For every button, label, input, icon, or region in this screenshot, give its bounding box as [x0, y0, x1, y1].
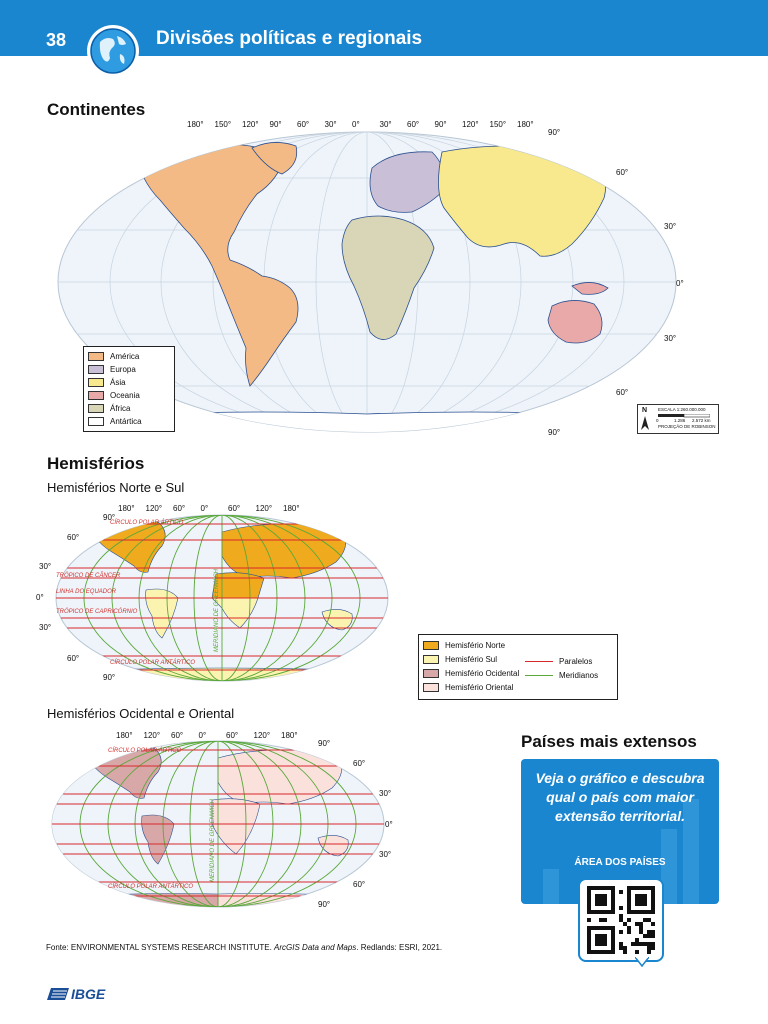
legend-label: África — [110, 404, 131, 413]
scale-text: ESCALA 1:260.000.000 — [658, 407, 706, 412]
ow-subtitle: Hemisférios Ocidental e Oriental — [47, 706, 235, 721]
lon-tick: 90° — [434, 120, 447, 129]
lon-tick: 60° — [297, 120, 310, 129]
legend-swatch — [88, 352, 104, 361]
legend-label: Meridianos — [559, 671, 599, 680]
lon-tick: 120° — [255, 504, 273, 513]
ow-meridian-label: MERIDIANO DE GREENWICH — [210, 798, 216, 882]
lon-tick: 60° — [226, 731, 239, 740]
ow-antarctic-label: CÍRCULO POLAR ANTÁRTICO — [108, 884, 194, 890]
legend-label: Ásia — [110, 378, 126, 387]
lat-tick: 90° — [548, 428, 561, 437]
lat-tick: 30° — [39, 562, 52, 571]
promo-title: Países mais extensos — [521, 732, 697, 751]
legend-swatch — [423, 683, 439, 692]
ns-hemispheres-map — [52, 512, 392, 684]
legend-swatch — [88, 391, 104, 400]
lon-tick: 0° — [352, 120, 360, 129]
continents-legend-item — [88, 378, 126, 387]
lat-tick: 60° — [353, 759, 366, 768]
continents-legend-item — [88, 417, 142, 426]
hemispheres-legend — [418, 634, 618, 700]
lat-tick: 90° — [103, 513, 116, 522]
lon-tick: 120° — [462, 120, 479, 129]
lon-tick: 180° — [281, 731, 298, 740]
ns-cancer-label: TRÓPICO DE CÂNCER — [56, 573, 121, 579]
ns-equator-label: LINHA DO EQUADOR — [56, 589, 117, 595]
lon-tick: 0° — [198, 731, 207, 740]
page-number: 38 — [46, 30, 67, 50]
continents-legend-item — [88, 352, 139, 361]
legend-line-swatch — [525, 675, 553, 676]
lon-tick: 120° — [143, 731, 161, 740]
hemispheres-legend-item — [423, 641, 505, 650]
hemispheres-line-legend-item — [525, 671, 598, 680]
legend-swatch — [88, 378, 104, 387]
lat-tick: 90° — [548, 128, 561, 137]
promo-text: Veja o gráfico e descubra qual o país com maior extensão territorial. — [535, 770, 705, 824]
continents-legend-item — [88, 404, 130, 413]
lat-tick: 60° — [616, 168, 629, 177]
lat-tick: 0° — [36, 593, 44, 602]
lon-tick: 60° — [173, 504, 186, 513]
lon-tick: 180° — [118, 504, 135, 513]
legend-label: Oceania — [110, 391, 140, 400]
legend-line-swatch — [525, 661, 553, 662]
hemispheres-line-legend-item — [525, 657, 592, 666]
legend-label: Europa — [110, 365, 136, 374]
qr-code[interactable] — [578, 878, 664, 962]
legend-label: Paralelos — [559, 657, 593, 666]
ns-meridian-label: MERIDIANO DE GREENWICH — [214, 568, 220, 652]
lon-tick: 120° — [145, 504, 163, 513]
legend-swatch — [423, 669, 439, 678]
lat-tick: 30° — [664, 222, 677, 231]
north-arrow-icon — [641, 416, 649, 430]
page-title: Divisões políticas e regionais — [156, 28, 423, 49]
scale-value: 0 — [656, 418, 659, 423]
ow-hemispheres-map — [48, 738, 388, 910]
scale-value: 1.286 — [674, 418, 686, 423]
lon-tick: 180° — [116, 731, 133, 740]
lon-tick: 0° — [200, 504, 209, 513]
projection-label: PROJEÇÃO DE ROBINSON — [658, 424, 716, 429]
scale-value: 2.572 km — [692, 418, 711, 423]
lon-tick: 120° — [253, 731, 271, 740]
lon-tick: 90° — [269, 120, 282, 129]
legend-swatch — [88, 417, 104, 426]
lon-tick: 30° — [379, 120, 392, 129]
north-label: N — [642, 407, 648, 414]
lat-tick: 90° — [318, 900, 331, 909]
lat-tick: 90° — [103, 673, 116, 682]
lon-tick: 120° — [242, 120, 259, 129]
promo-area-label[interactable]: ÁREA DOS PAÍSES — [574, 857, 666, 868]
ibge-logo-icon — [47, 988, 69, 1000]
lon-tick: 180° — [283, 504, 300, 513]
qr-code-icon — [587, 886, 655, 954]
scale-box — [637, 404, 719, 434]
legend-label: Hemisfério Oriental — [445, 683, 514, 692]
legend-label: América — [110, 352, 140, 361]
source-note: Fonte: ENVIRONMENTAL SYSTEMS RESEARCH INSTITUTE. ArcGIS Data and Maps. Redlands: ESRI, 2021. — [46, 943, 443, 952]
lon-tick: 30° — [324, 120, 337, 129]
lon-tick: 150° — [489, 120, 507, 129]
lat-tick: 30° — [379, 789, 392, 798]
legend-swatch — [423, 655, 439, 664]
legend-label: Antártica — [110, 417, 142, 426]
hemispheres-legend-item — [423, 655, 497, 664]
lat-tick: 30° — [664, 334, 677, 343]
continents-title: Continentes — [47, 100, 146, 119]
ns-antarctic-label: CÍRCULO POLAR ANTÁRTICO — [110, 660, 196, 666]
lat-tick: 30° — [379, 850, 392, 859]
legend-swatch — [88, 365, 104, 374]
lat-tick: 60° — [67, 654, 80, 663]
lat-tick: 30° — [39, 623, 52, 632]
lat-tick: 0° — [676, 279, 684, 288]
lon-tick: 60° — [407, 120, 420, 129]
continents-legend-item — [88, 391, 140, 400]
lat-tick: 60° — [616, 388, 629, 397]
lat-tick: 90° — [318, 739, 331, 748]
legend-label: Hemisfério Norte — [445, 641, 506, 650]
hemispheres-legend-item — [423, 669, 519, 678]
lon-tick: 60° — [228, 504, 241, 513]
qr-pointer — [635, 957, 649, 967]
hemispheres-title: Hemisférios — [47, 454, 145, 473]
legend-label: Hemisfério Ocidental — [445, 669, 520, 678]
ns-arctic-label: CÍRCULO POLAR ÁRTICO — [110, 520, 184, 526]
ns-capricorn-label: TRÓPICO DE CAPRICÓRNIO — [56, 609, 138, 615]
ow-arctic-label: CÍRCULO POLAR ÁRTICO — [108, 748, 182, 754]
continents-legend-item — [88, 365, 136, 374]
lon-tick: 180° — [517, 120, 534, 129]
legend-swatch — [423, 641, 439, 650]
legend-swatch — [88, 404, 104, 413]
lat-tick: 0° — [385, 820, 393, 829]
legend-label: Hemisfério Sul — [445, 655, 498, 664]
lon-tick: 150° — [214, 120, 232, 129]
lon-tick: 60° — [171, 731, 184, 740]
ibge-logo-text: IBGE — [71, 986, 106, 1002]
lat-tick: 60° — [67, 533, 80, 542]
lon-tick: 180° — [187, 120, 204, 129]
hemispheres-legend-item — [423, 683, 513, 692]
globe-icon — [86, 24, 140, 78]
ns-subtitle: Hemisférios Norte e Sul — [47, 480, 185, 495]
lat-tick: 60° — [353, 880, 366, 889]
continents-legend — [83, 346, 175, 432]
